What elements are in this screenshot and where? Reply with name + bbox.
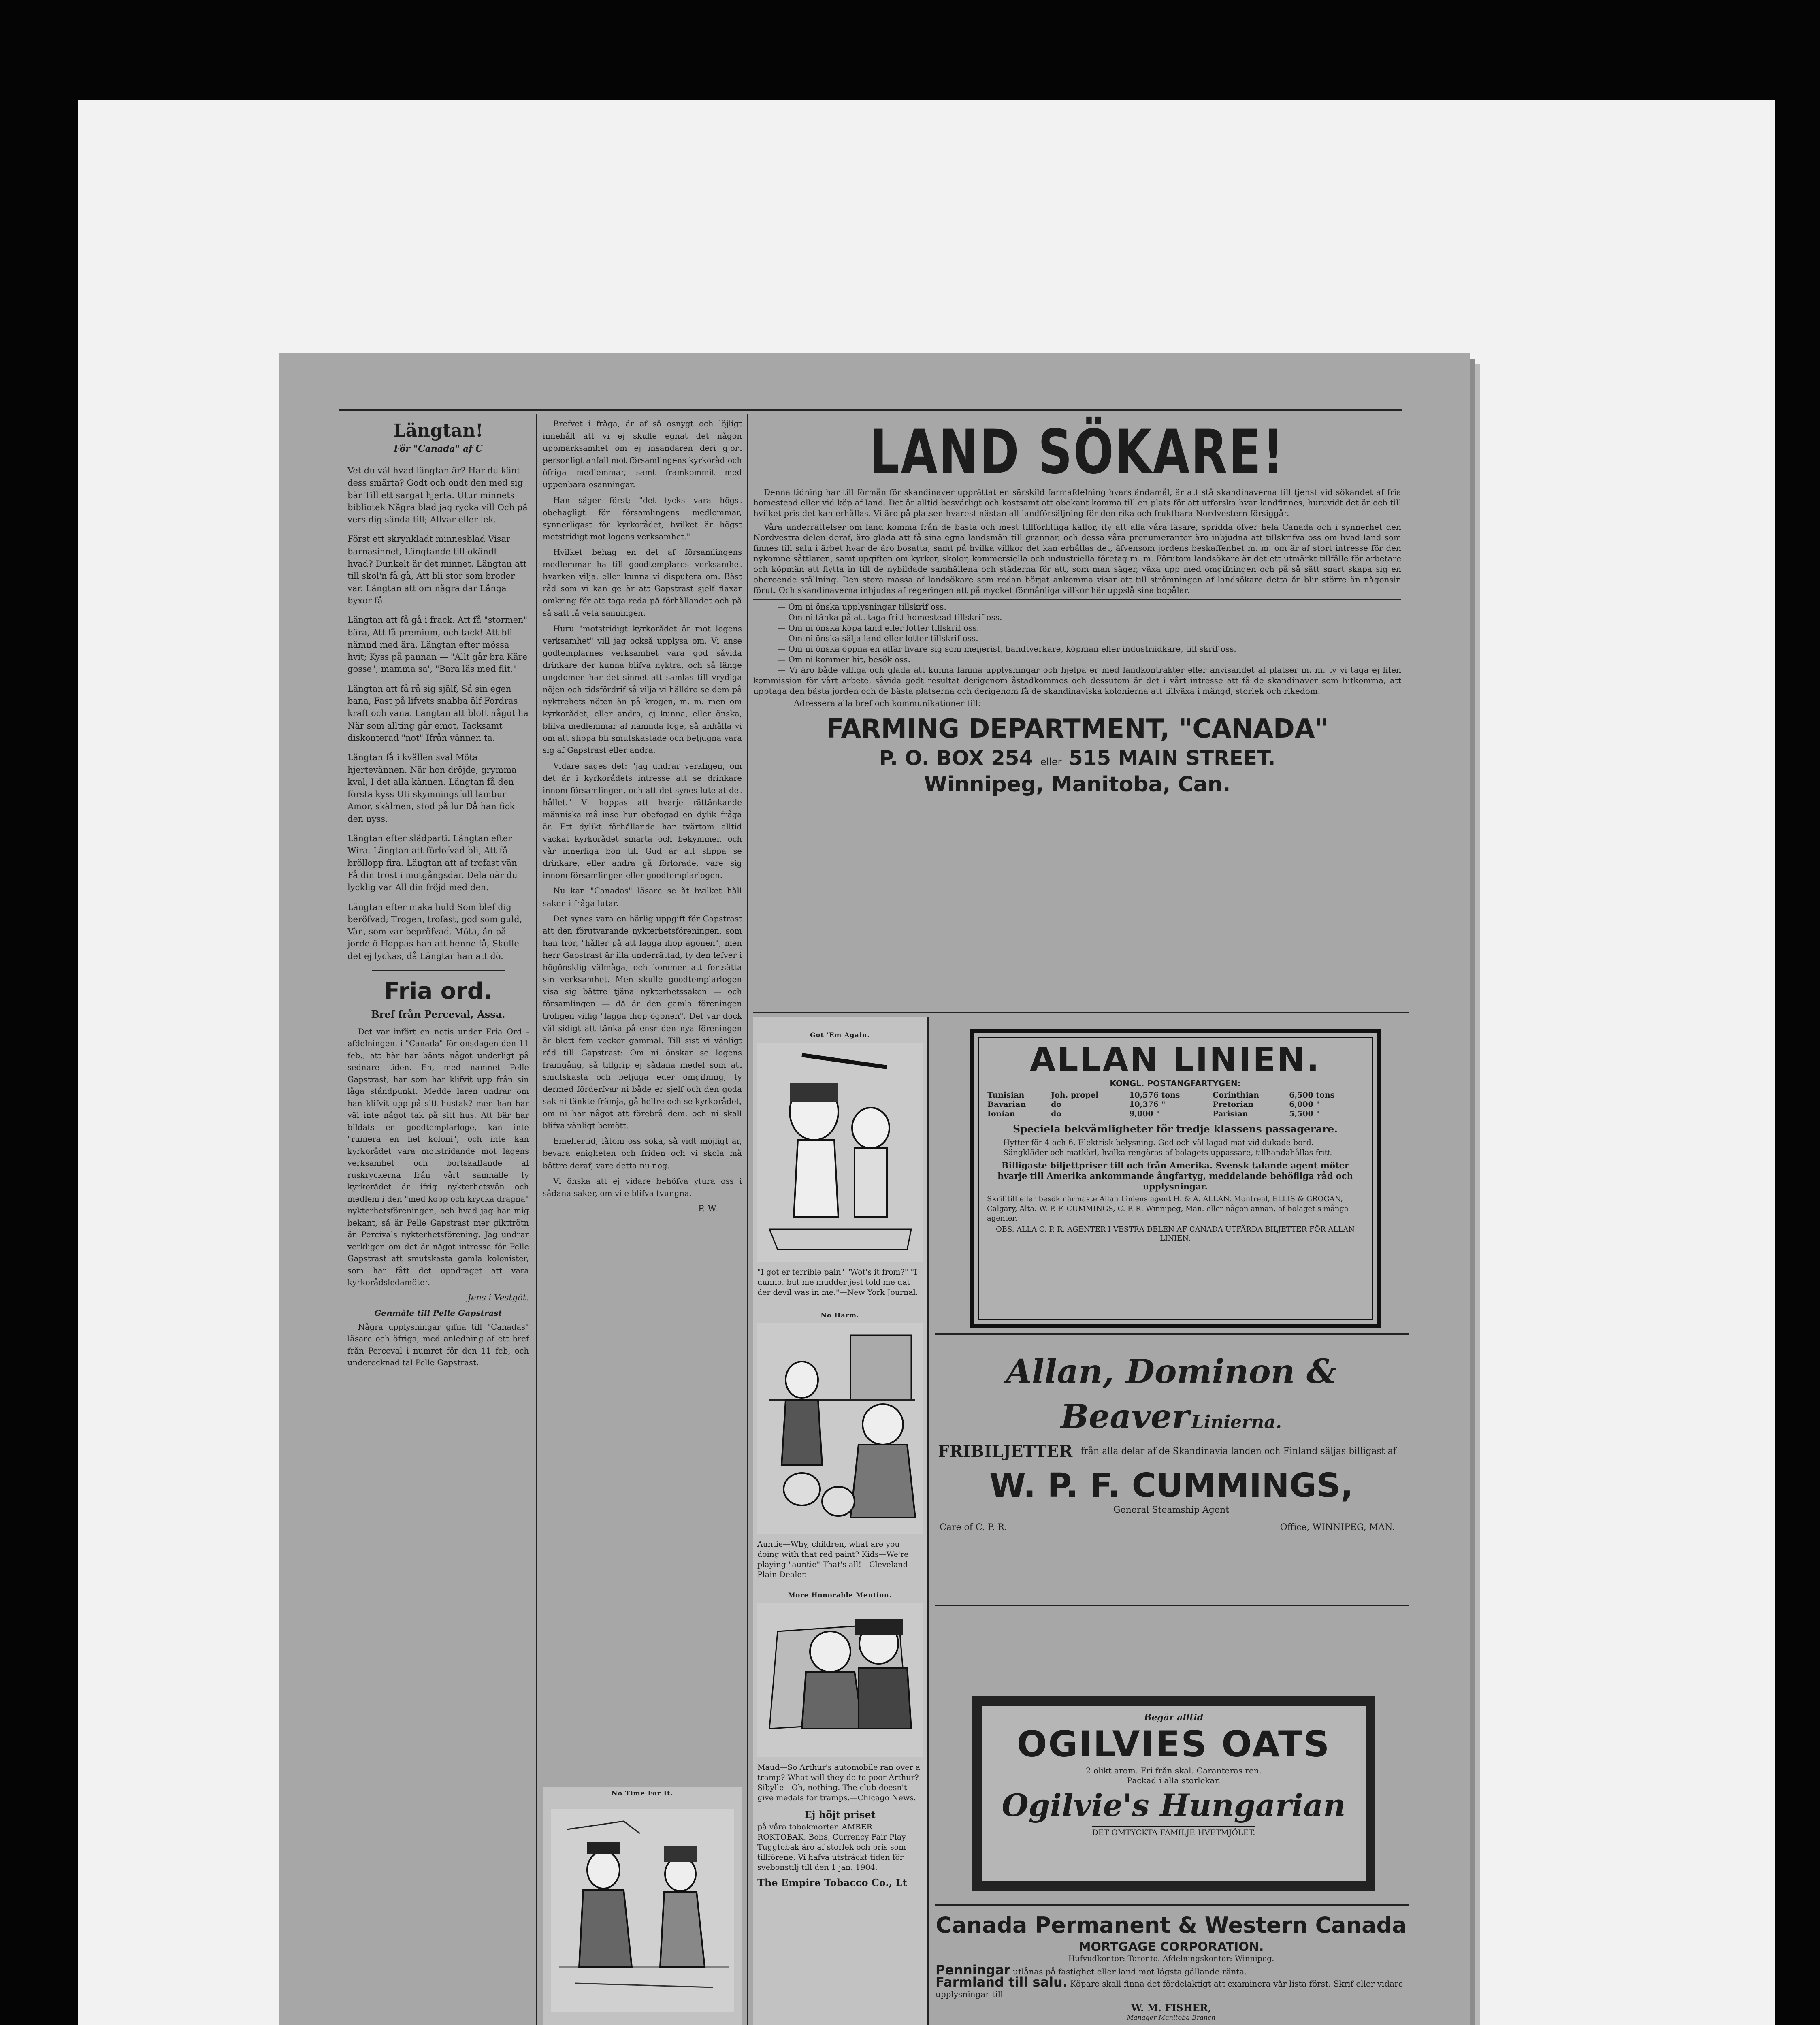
poem-stanza: Längtan efter slädparti. Längtan efter Wira. Längtan att förlofvad bli, Att få bröllopp fira. Längtan att af trofast vän Få din tröst i motgångsdar. Dela när du lycklig var All din fröjd med den.: [347, 833, 518, 893]
section-divider: [372, 970, 505, 971]
farmland-text: Köpare skall finna det fördelaktigt att examinera vår lista först. Skrif eller vidare upplysningar till: [936, 1979, 1403, 1999]
ship-name: Parisian: [1213, 1109, 1248, 1118]
column-rule-3: [927, 1017, 929, 2025]
ogilvie-hungarian: Ogilvie's Hungarian: [1002, 1787, 1346, 1823]
fria-ord-paragraph: Det var infört en notis under Fria Ord - afdelningen, i "Canada" för onsdagen den 11 feb., att här har bänts något underligt på sednare tiden. En, med namnet Pelle Gapstrast, har som har klifvit upp från sin låga ståndpunkt. Medde laren undrar om han klifvit upp på sitt hustak? men han har väl inte något tak på sitt hus. Att bär har bildats en goodtemplarloge, kan inte "ruinera en hel koloni", och inte kan kyrkorådet vara motstridande mot lagens verksamhet och bortskaffande af ruskryckerna från vårt samhälle ty kyrkorådet är ifrig nykterhetsvän och medlem i den "med kopp och krycka dragna" nykterhetsföreningen, och hvad jag har mig bekant, så är Pelle Gapstrast mer gikttrötn än Percivals nykterhetsförening. Jag undrar verkligen om det är något intresse för Pelle Gapstrast att smutskasta gamla kolonister, som har fått det uppdraget att vara kyrkorådsledamöter.: [347, 1027, 529, 1287]
fria-ord-title: Fria ord.: [384, 978, 492, 1004]
allan-text-2: Sängkläder och matkärl, hvilka rengöras af bolagets uppassare, tillhandahållas fritt.: [1003, 1148, 1333, 1157]
reply-paragraph: Emellertid, låtom oss söka, så vidt möjligt är, bevara enigheten och friden och vi skola må bättre deraf, vare detta nu nog.: [543, 1136, 742, 1170]
ship-tons: 10,576 tons: [1129, 1091, 1180, 1100]
ship-type: do: [1051, 1100, 1062, 1109]
column-1: [347, 414, 529, 2025]
ship-tons: 5,500 ": [1289, 1109, 1320, 1118]
cummings-role: General Steamship Agent: [1113, 1505, 1229, 1515]
farmland-row: [936, 1974, 1407, 1999]
land-bullet: — Om ni önska öppna en affär hvare sig som meijerist, handtverkare, köpman eller industriidkare, till skrif oss.: [778, 644, 1236, 654]
cartoon-3-caption: Maud—So Arthur's automobile ran over a tramp? What will they do to poor Arthur? Sibylle—Oh, nothing. The club doesn't give medals for tramps.—Chicago News.: [757, 1763, 920, 1802]
column-rule-1: [536, 414, 537, 2025]
cartoon-2-caption: Auntie—Why, children, what are you doing with that red paint? Kids—We're playing "auntie" That's all!—Cleveland Plain Dealer.: [757, 1540, 909, 1579]
cartoon-1-caption: "I got er terrible pain" "Wot's it from?" "I dunno, but me mudder jest told me dat der devil was in me."—New York Journal.: [757, 1268, 918, 1297]
fria-ord-subtitle: Bref från Perceval, Assa.: [371, 1008, 505, 1020]
reply-paragraph: Vi önska att ej vidare behöfva ytura oss i sådana saker, om vi e blifva tvungna.: [543, 1176, 742, 1198]
fribiljetter-text: från alla delar af de Skandinavia landen och Finland säljas billigast af: [1080, 1446, 1396, 1456]
land-bullet: — Om ni önska köpa land eller lotter tillskrif oss.: [778, 623, 979, 633]
land-bullet: — Om ni kommer hit, besök oss.: [778, 654, 910, 664]
farming-department: FARMING DEPARTMENT, "CANADA": [826, 714, 1328, 744]
land-bottom-rule: [753, 1012, 1409, 1013]
ship-row: [987, 1109, 1364, 1119]
box-address-line: [753, 746, 1401, 770]
ship-name: Bavarian: [987, 1100, 1026, 1109]
poem-stanza: Längtan att få gå i frack. Att få "stormen" bära, Att få premium, och tack! Att bli nämnd med ära. Längtan efter mössa hvit; Kyss på pannan — "Allt går bra Käre gosse", mamma sa', "Bara läs med flit.": [347, 615, 528, 674]
poem-stanza: Längtan efter maka huld Som blef dig beröfvad; Trogen, trofast, god som guld, Vän, som var bepröfvad. Möta, ån på jorde-ö Hoppas han att henne få, Skulle det ej lyckas, då Längtar han att dö.: [347, 902, 522, 961]
ogilvie-bottom: DET OMTYCKTA FAMILJE-HVETMJÖLET.: [1092, 1826, 1255, 1837]
column-2: [543, 418, 742, 2025]
cartoon-3-drawing-automobile: [753, 1599, 927, 1761]
top-rule: [339, 409, 1402, 411]
canada-perm-subtitle: MORTGAGE CORPORATION.: [1078, 1940, 1264, 1954]
beaver-text: Beaver: [1060, 1397, 1189, 1436]
dominion-line-2: [936, 1397, 1407, 1436]
land-divider: [753, 599, 1401, 600]
tobacco-company: The Empire Tobacco Co., Lt: [757, 1877, 907, 1889]
cartoon-2-drawing-children: [753, 1319, 927, 1538]
main-street: 515 MAIN STREET.: [1068, 746, 1276, 770]
poem-title: Längtan!: [393, 420, 484, 441]
land-address-intro: Adressera alla bref och kommunikationer till:: [794, 698, 981, 708]
land-sokare-headline: LAND SÖKARE!: [869, 417, 1285, 488]
poem-body: [347, 465, 529, 962]
fribiljetter-row: [938, 1442, 1407, 1461]
land-sokare-section: [753, 414, 1401, 819]
ogilvie-bottom-rule: [935, 1904, 1409, 1906]
winnipeg-line: Winnipeg, Manitoba, Can.: [924, 772, 1231, 797]
ship-row: [987, 1091, 1364, 1100]
cartoon-title: No Time For It.: [611, 1789, 673, 1797]
allan-subtitle: KONGL. POSTANGFARTYGEN:: [1110, 1079, 1241, 1088]
reply-paragraph: Hvilket behag en del af församlingens medlemmar ha till goodtemplares verksamhet hvarken vilja, eller kunna vi disputera om. Bäst råd som vi kan ge är att Gapstrast sjelf flaxar omkring för att taga reda på förhållandet och på så sätt få veta sanningen.: [543, 547, 742, 618]
column-rule-2: [747, 414, 748, 2025]
ship-tons: 6,500 tons: [1289, 1091, 1335, 1100]
ogilvie-line-2: Packad i alla storlekar.: [1127, 1776, 1221, 1785]
cartoon-drawing-professor-tramp: [543, 1797, 742, 2024]
poem-stanza: Vet du väl hvad längtan är? Har du känt dess smärta? Godt och ondt den med sig bär Till ett sargat hjerta. Utur minnets bibliotek Några blad jag rycka vill Och på vers dig sända till; Allvar eller lek.: [347, 466, 528, 525]
allan-obs: OBS. ALLA C. P. R. AGENTER I VESTRA DELEN AF CANADA UTFÄRDA BILJETTER FÖR ALLAN LINIEN.: [996, 1225, 1355, 1243]
reply-paragraph: Brefvet i fråga, är af så osnygt och löjligt innehåll att vi ej skulle egnat det någon uppmärksamhet om ej insändaren deri gjort personligt anfall mot församlingens kyrkoråd och öfriga medlemmar, samt framkommit med uppenbara osanningar.: [543, 419, 742, 490]
ship-tons: 6,000 ": [1289, 1100, 1320, 1109]
ship-type: Joh. propel: [1051, 1091, 1099, 1100]
penningar-label: Penningar: [936, 1962, 1010, 1978]
allan-ship-table: [987, 1091, 1364, 1119]
allan-text-3: Skrif till eller besök närmaste Allan Liniens agent H. & A. ALLAN, Montreal, ELLIS & GROGAN, Calgary, Alta. W. P. F. CUMMINGS, C. P. R. Winnipeg, Man. eller någon annan, af bolaget s många agenter.: [987, 1195, 1349, 1223]
dominion-ad: [936, 1341, 1407, 1568]
cartoon-3-title: More Honorable Mention.: [788, 1591, 892, 1599]
allan-title: ALLAN LINIEN.: [1029, 1040, 1321, 1079]
ogilvie-ad: [972, 1696, 1375, 1891]
ship-type: do: [1051, 1109, 1062, 1118]
reply-signature: P. W.: [698, 1203, 718, 1213]
cartoon-no-time: [543, 1787, 742, 2025]
column-3-cartoons: [753, 1017, 927, 2025]
poem-stanza: Längtan få i kvällen sval Möta hjertevännen. När hon dröjde, grymma kval, I det alla kännen. Längtan få den första kyss Uti skymningsfull lambur Amor, skälmen, stod på lur Då han fick den nyss.: [347, 752, 517, 824]
land-bullets: [753, 601, 1401, 708]
ship-name: Pretorian: [1213, 1100, 1254, 1109]
fria-ord-text: [347, 1026, 529, 1289]
ship-tons: 9,000 ": [1129, 1109, 1160, 1118]
ship-name: Corinthian: [1213, 1091, 1260, 1100]
genmale-title: Genmäle till Pelle Gapstrast: [374, 1308, 502, 1318]
care-of: Care of C. P. R.: [940, 1522, 1007, 1533]
allan-special: Speciela bekvämligheter för tredje klassens passagerare.: [1013, 1123, 1338, 1135]
reply-paragraph: Nu kan "Canadas" läsare se åt hvilket håll saken i fråga lutar.: [543, 886, 742, 908]
poem-stanza: Längtan att få rå sig själf, Så sin egen bana, Fast på lifvets snabba älf Fordras kraft och vana. Längtan att blott något ha När som allting går emot, Tacksamt diskonterad "not" Ifrån vännen ta.: [347, 684, 529, 743]
reply-paragraph: Det synes vara en härlig uppgift för Gapstrast att den förutvarande nykterhetsföreningen, som han tror, "håller på att lägga ihop ägonen", men herr Gapstrast är illa underrättad, ty den lefver i högönsklig välmåga, och kommer att fortsätta sin verksamhet. Men skulle goodtemplarlogen visa sig bättre tjäna nykterhetssaken — och församlingen — då är den gamla föreningen troligen villig "lägga ihop ögonen". Det var dock väl sidigt att tänka på ensr den nya föreningen är blott fem veckor gammal. Till sist vi vänligt råd till Gapstrast: Om ni önskar se logens framgång, så tillgrip ej sådana medel som att smutskasta och beljuga eder omgifning, ty dermed förderfvar ni både er sjelf och den goda sak ni tänkte främja, gå hellre och se kyrkorådet, om ni har något att förebrå dem, och ni skall blifva vänligt bemött.: [543, 914, 742, 1131]
land-sokare-intro: [753, 487, 1401, 595]
fisher-name: W. M. FISHER,: [1131, 2002, 1212, 2014]
genmale-text: [347, 1321, 529, 1369]
poem-stanza: Först ett skrynkladt minnesblad Visar barnasinnet, Längtande till okändt — hvad? Dunkelt är det minnet. Längtan att till skol'n få gå, Att bli stor som broder var. Längtan att om några dar Långa byxor få.: [347, 534, 527, 605]
canada-perm-office: Hufvudkontor: Toronto. Afdelningskontor: Winnipeg.: [1068, 1954, 1274, 1963]
cartoon-1-drawing-boys: [753, 1039, 927, 1266]
fria-ord-signature: Jens i Vestgöt.: [467, 1292, 529, 1302]
tobacco-head: Ej höjt priset: [804, 1809, 876, 1820]
eller-text: eller: [1040, 756, 1062, 767]
ship-name: Tunisian: [987, 1091, 1025, 1100]
allan-cheapest: Billigaste biljettpriser till och från Amerika. Svensk talande agent möter hvarje till Amerika ankommande ångfartyg, meddelande behöfliga råd och upplysningar.: [997, 1160, 1353, 1192]
reply-article: [543, 418, 742, 1200]
land-bullet: — Vi äro både villiga och glada att kunna lämna upplysningar och hjelpa er med landkontrakter eller anvisandet af platser m. m. ty vi taga ej liten kommission för vårt arbete, såvida godt resultat derigenom åstadkommes och dessutom är det i vårt intresse att få de skandinaver som hitkomma, att upptaga den bästa jorden och de bästa platserna och derigenom få de skandinaviska kolonierna att tillväxa i mängd, storlek och rikedom.: [753, 665, 1401, 696]
ogilvie-top: Begär alltid: [1144, 1712, 1204, 1723]
ogilvie-oats: OGILVIES OATS: [1017, 1723, 1331, 1765]
ship-tons: 10,376 ": [1129, 1100, 1166, 1109]
canada-permanent-ad: [936, 1911, 1407, 2025]
genmale-paragraph: Några upplysningar gifna till "Canadas" läsare och öfriga, med anledning af ett bref från Perceval i numret för den 11 feb, och underecknad tal Pelle Gapstrast.: [347, 1322, 529, 1368]
dominion-bottom-rule: [935, 1605, 1409, 1606]
poem-byline: För "Canada" af C: [394, 443, 483, 454]
linierna-text: Linierna.: [1191, 1412, 1282, 1432]
dominion-line-1: Allan, Dominon &: [1006, 1352, 1336, 1391]
cartoon-2-title: No Harm.: [820, 1311, 859, 1319]
land-paragraph: Våra underrättelser om land komma från de bästa och mest tillförlitliga källor, ity att alla våra läsare, spridda öfver hela Canada och i synnerhet den Nordvestra delen deraf, äro glada att få sina egna landsmän till grannar, och dessa våra prenumeranter äro inbjudna att tillskrifva oss om hvad land som finnes till salu i ärbet hvar de äro bosatta, samt på hvilka villkor det kan erhållas det, äfvensom jordens beskaffenhet m. m. om är af stort intresse för den nykomne såttlaren, samt upgiften om kyrkor, skolor, kommersiella och industriella företag m. m. Förutom landsökare är det ett utmärkt tillfälle för arbetare och köpmän att flytta in till de nybildade samhällena och städerna för att, som man säger, växa upp med omgifningen och på så sätt snart skapa sig en oberoende ställning. Den stora massa af landsökare som redan börjat ankomma visar att till strömningen af landsökare detta år blir större än någonsin förut. Och skandinaverna inbjudas af regeringen att på mycket förmånliga villkor här uppslå sina bopålar.: [753, 522, 1401, 595]
allan-bottom-rule: [935, 1333, 1409, 1335]
ship-name: Ionian: [987, 1109, 1015, 1118]
land-paragraph: Denna tidning har till förmån för skandinaver upprättat en särskild farmafdelning hvars ändamål, är att stå skandinaverna till tjenst vid sökandet af fria homestead eller vid köp af land. Det är alltid besvärligt och kostsamt att obekant komma till en plats för att utforska hvar landfinnes, huruvidt det är och till hvilket pris det kan erhållas. Vi äro på platsen hvarest nästan all landförsäljning för den rika och fruktbara Nordvestern försiggår.: [753, 487, 1401, 518]
office-address: Office, WINNIPEG, MAN.: [1280, 1522, 1395, 1533]
cummings-address-row: [936, 1522, 1407, 1533]
reply-paragraph: Han säger först; "det tycks vara högst obehagligt för församlingens medlemmar, synnerligast för kyrkorådet, hvilket är högst motstridigt mot logens verksamhet.": [543, 495, 742, 541]
tobacco-text: på våra tobakmorter. AMBER ROKTOBAK, Bobs, Currency Fair Play Tuggtobak äro af storlek och pris som tillförene. Vi hafva utsträckt tiden för svebonstilj till den 1 jan. 1904.: [757, 1823, 906, 1872]
po-box: P. O. BOX 254: [879, 746, 1034, 770]
newspaper-page: [279, 353, 1470, 2025]
fisher-role: Manager Manitoba Branch: [1127, 2014, 1216, 2021]
allan-linien-ad: [970, 1029, 1381, 1328]
penningar-text: utlånas på fastighet eller land mot lägsta gällande ränta.: [1013, 1967, 1247, 1976]
reply-paragraph: Huru "motstridigt kyrkorådet är mot logens verksamhet" vill jag också upplysa om. Vi anse godtemplarnes verksamhet vara god såvida drinkare der kunna blifva nyktra, och så länge ungdomen har det sinnet att samlas till vrydiga nöjen och tidsfördrif så vilja vi hälldre se dem på nyktrehets nöten än på krogen, m. m. men om kyrkorådet, eller andra, ej kunna, eller önska, blifva medlemmar af nämnda loge, så anhålla vi om att slippa bli smutskastade och beljugna vara sig af Gapstrast eller andra.: [543, 624, 742, 755]
land-bullet: — Om ni önska sälja land eller lotter tillskrif oss.: [778, 633, 978, 643]
cartoon-1-title: Got 'Em Again.: [810, 1031, 870, 1039]
farmland-label: Farmland till salu.: [936, 1974, 1068, 1990]
fribiljetter-label: FRIBILJETTER: [938, 1442, 1073, 1461]
land-bullet: — Om ni önska upplysningar tillskrif oss.: [778, 602, 946, 612]
ship-row: [987, 1100, 1364, 1109]
cummings-name: W. P. F. CUMMINGS,: [989, 1467, 1353, 1505]
canada-perm-title: Canada Permanent & Western Canada: [936, 1912, 1407, 1938]
land-bullet: — Om ni tänka på att taga fritt homestead tillskrif oss.: [778, 612, 1002, 622]
reply-paragraph: Vidare säges det: "jag undrar verkligen, om det är i kyrkorådets intresse att se drinkare innom församlingen, och att det synes lute at det hållet." Vi hoppas att hvarje rättänkande människa må inse hur obefogad en dylik fråga är. Ett dylikt förhållande har tvärtom alltid väckat kyrkorådet smärta och bekymmer, och vår innerliga bön till Gud är att slippa se drinkare, eller andra gå förlorade, vare sig innom församlingen eller goodtemplarlogen.: [543, 761, 742, 880]
ogilvie-line-1: 2 olikt arom. Fri från skal. Garanteras ren.: [1085, 1766, 1262, 1776]
allan-text-1: Hytter för 4 och 6. Elektrisk belysning. God och väl lagad mat vid dukade bord.: [1003, 1138, 1314, 1147]
